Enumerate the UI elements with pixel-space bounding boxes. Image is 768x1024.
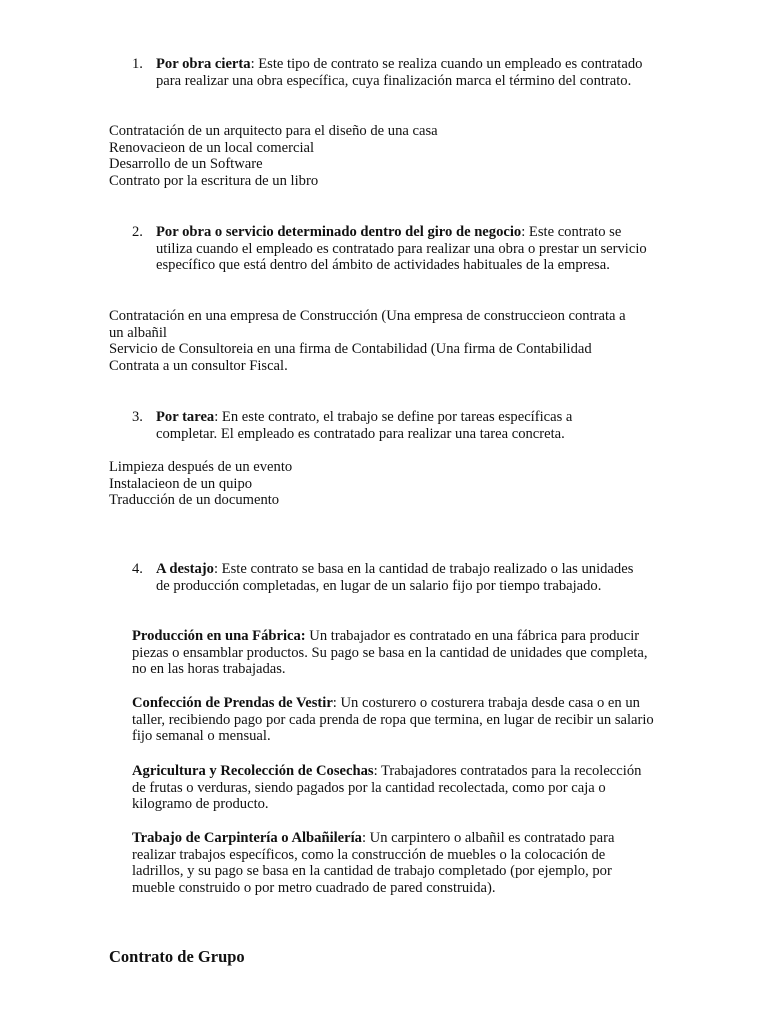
list-item-body	[156, 56, 656, 89]
list-item-body	[156, 409, 616, 442]
list-item-text: : Este contrato se utiliza cuando el empleado es contratado para realizar una obra o prestar un servicio específico que está dentro del ámbito de actividades habituales de la empresa.	[156, 224, 647, 274]
list-item-title: A destajo	[156, 561, 214, 577]
list-item-title: Por obra cierta	[156, 56, 251, 72]
example-text: : Un costurero o costurera trabaja desde casa o en un taller, recibiendo pago por cada prenda de ropa que termina, en lugar de recibir un salario fijo semanal o mensual.	[132, 695, 654, 745]
list-number: 4.	[132, 561, 143, 577]
example-line: Renovacieon de un local comercial	[109, 139, 315, 156]
examples-por-tarea	[109, 459, 679, 509]
list-item-text: : Este tipo de contrato se realiza cuando un empleado es contratado para realizar una obra específica, cuya finalización marca el término del contrato.	[156, 56, 643, 89]
example-line: Contratación en una empresa de Construcción (Una empresa de construccieon contrata a	[109, 308, 626, 324]
list-item-text: : En este contrato, el trabajo se define por tareas específicas a completar. El empleado es contratado para realizar una tarea concreta.	[156, 409, 573, 442]
examples-obra-cierta	[109, 123, 679, 189]
list-item-text: : Este contrato se basa en la cantidad de trabajo realizado o las unidades de producción completadas, en lugar de un salario fijo por tiempo trabajado.	[156, 561, 634, 594]
list-item-title: Por obra o servicio determinado dentro del giro de negocio	[156, 224, 522, 240]
example-line: Instalacieon de un quipo	[109, 475, 253, 492]
example-agricultura	[132, 763, 657, 813]
example-title: Trabajo de Carpintería o Albañilería	[132, 830, 362, 846]
example-text: : Trabajadores contratados para la recolección de frutas o verduras, siendo pagados por la cantidad recolectada, como por caja o kilogramo de producto.	[132, 763, 642, 813]
example-title: Confección de Prendas de Vestir	[132, 695, 333, 711]
example-line: Limpieza después de un evento	[109, 459, 293, 475]
section-heading: Contrato de Grupo	[109, 947, 245, 966]
example-line: Contratación de un arquitecto para el diseño de una casa	[109, 123, 438, 139]
list-item-obra-cierta	[132, 56, 672, 89]
list-item-por-tarea	[132, 409, 672, 442]
list-item-body	[156, 224, 661, 274]
example-title: Agricultura y Recolección de Cosechas	[132, 763, 374, 779]
example-line: Traducción de un documento	[109, 492, 280, 509]
list-number: 1.	[132, 56, 143, 72]
example-carpinteria	[132, 830, 657, 896]
examples-obra-servicio	[109, 308, 679, 374]
example-confeccion	[132, 695, 657, 745]
example-line: un albañil	[109, 324, 167, 341]
example-line: Servicio de Consultoreia en una firma de Contabilidad (Una firma de Contabilidad	[109, 341, 592, 358]
example-line: Desarrollo de un Software	[109, 156, 263, 173]
example-fabrica	[132, 628, 657, 678]
list-item-a-destajo	[132, 561, 672, 594]
example-title: Producción en una Fábrica:	[132, 628, 306, 644]
list-item-body	[156, 561, 636, 594]
example-text: : Un carpintero o albañil es contratado para realizar trabajos específicos, como la construcción de muebles o la colocación de ladrillos, y su pago se basa en la cantidad de trabajo completado (por ejemplo, por mueble construido o por metro cuadrado de pared construida).	[132, 830, 615, 896]
list-number: 2.	[132, 224, 143, 240]
list-item-title: Por tarea	[156, 409, 215, 425]
list-item-obra-servicio	[132, 224, 672, 274]
example-line: Contrato por la escritura de un libro	[109, 172, 319, 189]
list-number: 3.	[132, 409, 143, 425]
example-line: Contrata a un consultor Fiscal.	[109, 357, 288, 374]
example-text: Un trabajador es contratado en una fábrica para producir piezas o ensamblar productos. Su pago se basa en la cantidad de unidades que completa, no en las horas trabajadas.	[132, 628, 648, 678]
